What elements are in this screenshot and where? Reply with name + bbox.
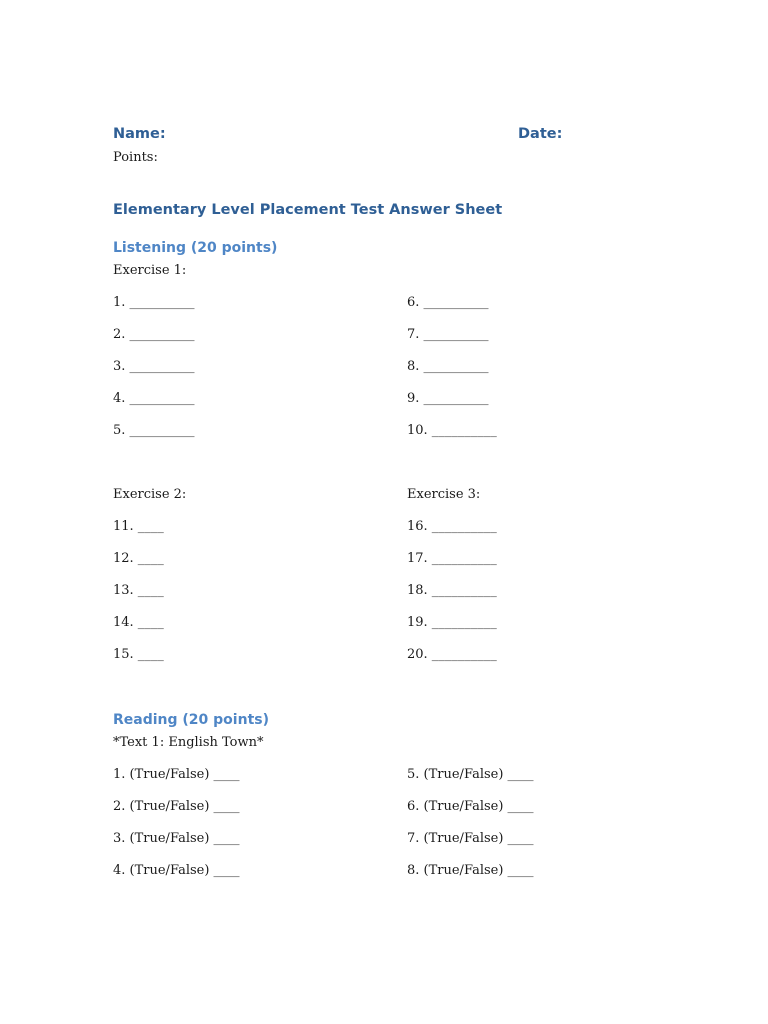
answer-line-1: 1. __________ <box>113 295 195 310</box>
reading-answer-8: 8. (True/False) ____ <box>407 863 534 878</box>
answer-line-7: 7. __________ <box>407 327 489 342</box>
answer-line-9: 9. __________ <box>407 391 489 406</box>
answer-line-17: 17. __________ <box>407 551 497 566</box>
listening-heading: Listening (20 points) <box>113 240 278 256</box>
answer-line-4: 4. __________ <box>113 391 195 406</box>
page-title: Elementary Level Placement Test Answer Sheet <box>113 202 503 218</box>
answer-line-3: 3. __________ <box>113 359 195 374</box>
text-1-label: *Text 1: English Town* <box>113 735 264 750</box>
date-label: Date: <box>518 126 563 142</box>
answer-line-18: 18. __________ <box>407 583 497 598</box>
answer-line-2: 2. __________ <box>113 327 195 342</box>
reading-answer-1: 1. (True/False) ____ <box>113 767 240 782</box>
answer-line-8: 8. __________ <box>407 359 489 374</box>
exercise-2-label: Exercise 2: <box>113 487 187 502</box>
answer-line-16: 16. __________ <box>407 519 497 534</box>
answer-line-14: 14. ____ <box>113 615 164 630</box>
reading-answer-7: 7. (True/False) ____ <box>407 831 534 846</box>
answer-line-19: 19. __________ <box>407 615 497 630</box>
reading-answer-2: 2. (True/False) ____ <box>113 799 240 814</box>
exercise-3-label: Exercise 3: <box>407 487 481 502</box>
answer-line-15: 15. ____ <box>113 647 164 662</box>
reading-answer-3: 3. (True/False) ____ <box>113 831 240 846</box>
answer-line-5: 5. __________ <box>113 423 195 438</box>
answer-line-11: 11. ____ <box>113 519 164 534</box>
reading-answer-6: 6. (True/False) ____ <box>407 799 534 814</box>
reading-answer-5: 5. (True/False) ____ <box>407 767 534 782</box>
reading-answer-4: 4. (True/False) ____ <box>113 863 240 878</box>
answer-line-10: 10. __________ <box>407 423 497 438</box>
exercise-1-label: Exercise 1: <box>113 263 187 278</box>
name-label: Name: <box>113 126 166 142</box>
answer-line-13: 13. ____ <box>113 583 164 598</box>
reading-heading: Reading (20 points) <box>113 712 269 728</box>
answer-line-12: 12. ____ <box>113 551 164 566</box>
points-label: Points: <box>113 150 158 165</box>
answer-line-20: 20. __________ <box>407 647 497 662</box>
answer-line-6: 6. __________ <box>407 295 489 310</box>
